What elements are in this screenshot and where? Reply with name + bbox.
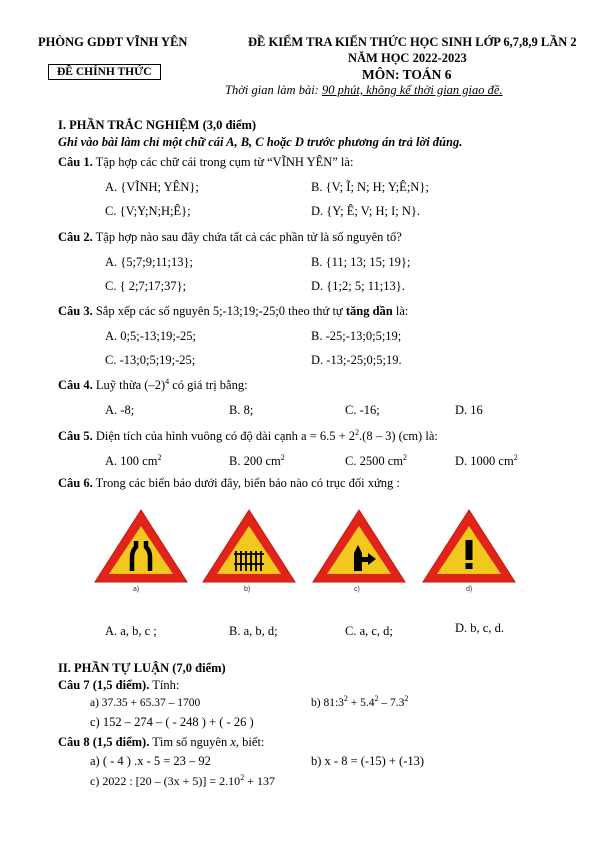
official-label: ĐỀ CHÍNH THỨC xyxy=(48,64,161,80)
q8-part-a: a) ( - 4 ) .x - 5 = 23 – 92 xyxy=(90,754,211,768)
q5-option-a xyxy=(105,454,161,469)
q5-stem xyxy=(58,429,438,444)
q6-text: Trong các biển báo dưới đây, biển báo nào có trục đối xứng : xyxy=(92,476,400,490)
sign-b-label: b) xyxy=(244,586,251,593)
sign-d-label: d) xyxy=(466,586,473,593)
q5-c-unit-exp: 2 xyxy=(402,452,407,462)
q5-b-unit-exp: 2 xyxy=(280,452,285,462)
q4-text-pre: Luỹ thừa xyxy=(92,378,145,392)
q5-d-unit-exp: 2 xyxy=(513,452,518,462)
q4-option-d: D. 16 xyxy=(455,403,483,417)
q3-option-a: A. 0;5;-13;19;-25; xyxy=(105,329,196,343)
q7-part-b xyxy=(311,694,409,709)
q8-c-pre: c) 2022 : [20 – (3x + 5)] = 2.10 xyxy=(90,774,241,788)
sign-a-narrow-road-icon xyxy=(92,507,190,585)
q8-part-b: b) x - 8 = (-15) + (-13) xyxy=(311,754,425,768)
subject: MÔN: TOÁN 6 xyxy=(362,67,452,82)
q3-option-c: C. -13;0;5;19;-25; xyxy=(105,353,196,367)
q5-text-post: .(8 – 3) (cm) là: xyxy=(359,429,438,443)
q8-label: Câu 8 (1,5 điểm). xyxy=(58,735,150,749)
exam-title: ĐỀ KIỂM TRA KIẾN THỨC HỌC SINH LỚP 6,7,8,9 LẦN 2 xyxy=(248,35,577,49)
q8-c-post: + 137 xyxy=(244,774,275,788)
q4-exp: 4 xyxy=(165,376,170,386)
q5-b-text: B. 200 cm xyxy=(229,454,281,468)
q2-option-b: B. {11; 13; 15; 19}; xyxy=(311,255,411,269)
q3-option-b: B. -25;-13;0;5;19; xyxy=(311,329,402,343)
school-year: NĂM HỌC 2022-2023 xyxy=(348,51,467,65)
sign-c-side-road-icon xyxy=(310,507,408,585)
q1-text: Tập hợp các chữ cái trong cụm từ “VĨNH YÊN” là: xyxy=(92,155,354,169)
q1-label: Câu 1. xyxy=(58,155,93,169)
q3-label: Câu 3. xyxy=(58,304,93,318)
q8-c-exp: 2 xyxy=(240,773,245,782)
q5-option-c xyxy=(345,454,407,469)
q2-text: Tập hợp nào sau đây chứa tất cả các phần tử là số nguyên tố? xyxy=(92,230,402,244)
sign-b-railway-gate-icon xyxy=(200,507,298,585)
q6-stem xyxy=(58,476,400,491)
q2-option-a: A. {5;7;9;11;13}; xyxy=(105,255,193,269)
part2-heading: II. PHẦN TỰ LUẬN (7,0 điểm) xyxy=(58,661,226,675)
q1-option-a: A. {VĨNH; YÊN}; xyxy=(105,180,199,194)
q7-b-mid2: – 7.3 xyxy=(378,697,405,709)
q1-option-b: B. {V; Ĩ; N; H; Y;Ê;N}; xyxy=(311,180,429,194)
q7-stem xyxy=(58,678,179,693)
q4-option-b: B. 8; xyxy=(229,403,254,417)
q5-option-b xyxy=(229,454,285,469)
part1-heading: I. PHẦN TRẮC NGHIỆM (3,0 điểm) xyxy=(58,118,257,132)
q8-var: x xyxy=(230,735,236,749)
time-line xyxy=(225,83,503,98)
q7-b-exp3: 2 xyxy=(404,694,409,704)
sign-d-warning-icon xyxy=(420,507,518,585)
q5-a-text: A. 100 cm xyxy=(105,454,158,468)
time-prefix: Thời gian làm bài: xyxy=(225,83,322,97)
q6-option-b: B. a, b, d; xyxy=(229,624,278,638)
q8-stem xyxy=(58,735,264,750)
q5-option-d xyxy=(455,454,518,469)
q3-stem xyxy=(58,304,408,319)
part1-instruction: Ghi vào bài làm chỉ một chữ cái A, B, C hoặc D trước phương án trả lời đúng. xyxy=(58,135,463,149)
q3-text-pre: Sắp xếp các số nguyên 5;-13;19;-25;0 theo thứ tự xyxy=(92,304,346,318)
q8-text-post: , biết: xyxy=(235,735,265,749)
q3-text-bold: tăng dần xyxy=(345,304,393,318)
q5-text-pre: Diện tích của hình vuông có độ dài cạnh a = 6.5 + 2 xyxy=(92,429,356,443)
q4-label: Câu 4. xyxy=(58,378,93,392)
q2-label: Câu 2. xyxy=(58,230,93,244)
time-value: 90 phút, không kể thời gian giao đề. xyxy=(321,83,503,97)
q1-option-c: C. {V;Y;N;H;Ê}; xyxy=(105,204,191,218)
q1-option-d: D. {Y; Ê; V; H; I; N}. xyxy=(311,204,420,218)
q7-b-pre: b) 81:3 xyxy=(311,697,344,709)
q1-stem xyxy=(58,155,353,170)
office-name: PHÒNG GDĐT VĨNH YÊN xyxy=(38,35,188,49)
q6-option-a: A. a, b, c ; xyxy=(105,624,157,638)
q8-text-pre: Tìm số nguyên xyxy=(149,735,231,749)
q7-b-mid1: + 5.4 xyxy=(347,697,375,709)
q5-c-text: C. 2500 cm xyxy=(345,454,403,468)
q2-option-d: D. {1;2; 5; 11;13}. xyxy=(311,279,405,293)
q5-d-text: D. 1000 cm xyxy=(455,454,514,468)
q7-part-c: c) 152 – 274 – ( - 248 ) + ( - 26 ) xyxy=(90,715,254,729)
q7-part-a: a) 37.35 + 65.37 – 1700 xyxy=(90,697,201,709)
q6-option-d: D. b, c, d. xyxy=(455,621,504,635)
q3-text-post: là: xyxy=(392,304,409,318)
q4-text-post: có giá trị bằng: xyxy=(169,378,248,392)
q5-a-unit-exp: 2 xyxy=(157,452,162,462)
sign-a-label: a) xyxy=(133,586,140,593)
q5-exp: 2 xyxy=(355,427,360,437)
q6-label: Câu 6. xyxy=(58,476,93,490)
q3-option-d: D. -13;-25;0;5;19. xyxy=(311,353,402,367)
q5-label: Câu 5. xyxy=(58,429,93,443)
q4-option-a: A. -8; xyxy=(105,403,135,417)
q7-b-exp1: 2 xyxy=(343,694,348,704)
q4-stem xyxy=(58,378,248,393)
sign-c-label: c) xyxy=(354,586,360,593)
q4-base: (–2) xyxy=(144,378,166,392)
q7-b-exp2: 2 xyxy=(374,694,379,704)
q6-option-c: C. a, c, d; xyxy=(345,624,393,638)
q2-option-c: C. { 2;7;17;37}; xyxy=(105,279,187,293)
q8-part-c xyxy=(90,774,275,789)
q4-option-c: C. -16; xyxy=(345,403,380,417)
q7-text: Tính: xyxy=(149,678,180,692)
q7-label: Câu 7 (1,5 điểm). xyxy=(58,678,150,692)
q2-stem xyxy=(58,230,402,245)
